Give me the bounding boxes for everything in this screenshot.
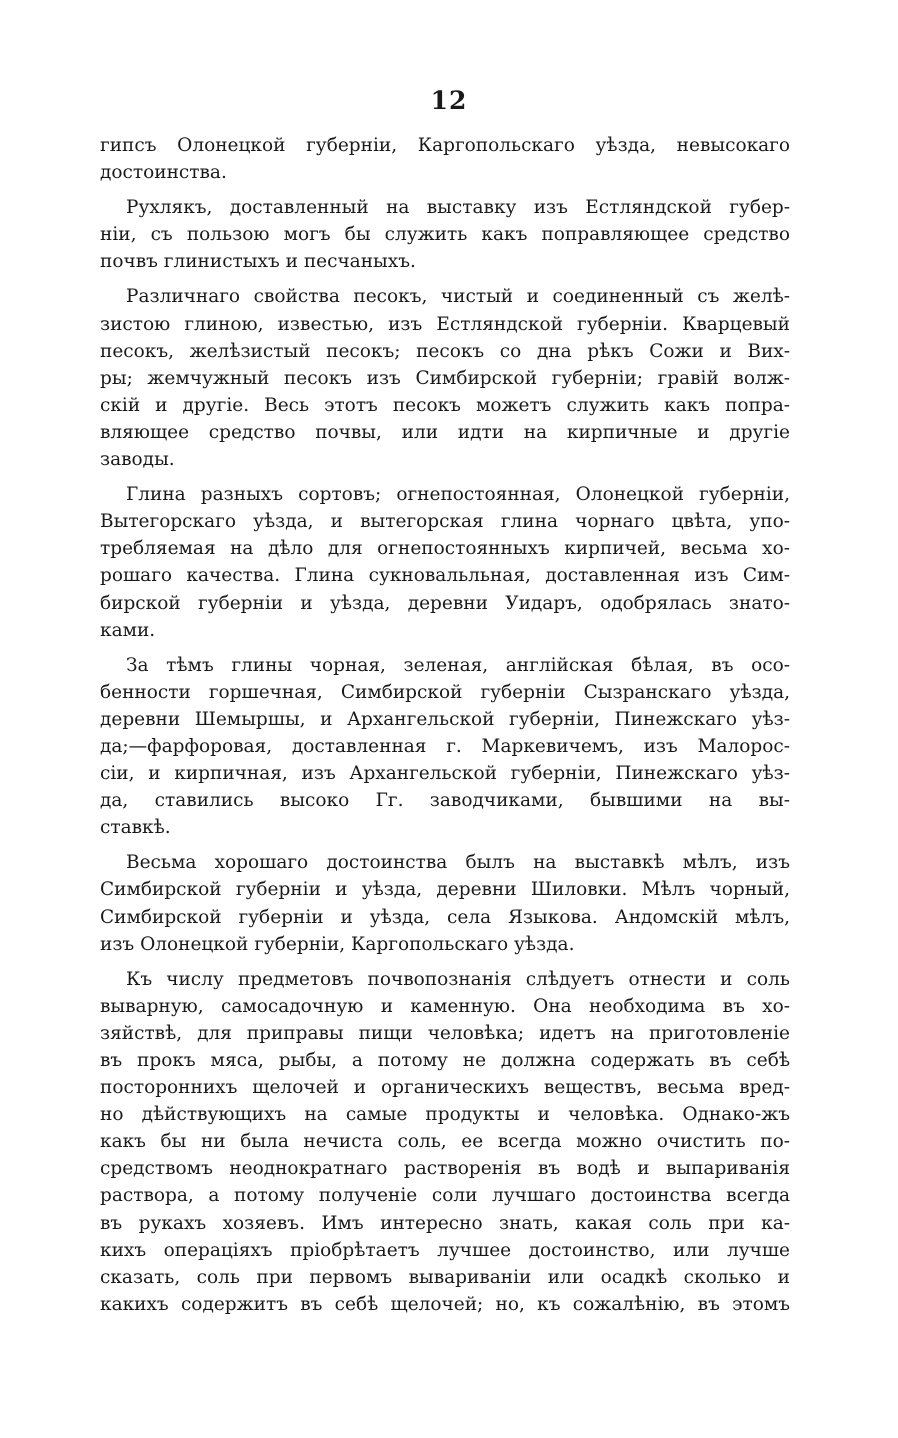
text-line: зяйствѣ, для приправы пищи человѣка; идетъ на приготовленіе — [100, 1022, 790, 1044]
text-line: но дѣйствующихъ на самые продукты и человѣка. Однако-жъ — [100, 1104, 790, 1126]
page-number: 12 — [430, 86, 468, 115]
text-line: средствомъ неоднократнаго растворенія въ водѣ и выпариванія — [100, 1158, 790, 1180]
text-line: Весьма хорошаго достоинства былъ на выставкѣ мѣлъ, изъ — [126, 852, 790, 874]
text-line: сказать, соль при первомъ вывариваніи или осадкѣ сколько и — [100, 1266, 790, 1288]
text-line: Глина разныхъ сортовъ; огнепостоянная, Олонецкой губерніи, — [126, 484, 790, 506]
text-line: какъ бы ни была нечиста соль, ее всегда можно очистить по- — [100, 1131, 790, 1153]
text-line: вляющее средство почвы, или идти на кирпичные и другіе — [100, 421, 790, 443]
text-line: изъ Олонецкой губерніи, Каргопольскаго уѣзда. — [100, 933, 575, 955]
text-line: заводы. — [100, 449, 175, 471]
text-line: ставкѣ. — [100, 817, 171, 839]
text-line: требляемая на дѣло для огнепостоянныхъ кирпичей, весьма хо- — [100, 538, 790, 560]
text-line: бенности горшечная, Симбирской губерніи Сызранскаго уѣзда, — [100, 681, 790, 703]
text-line: да;—фарфоровая, доставленная г. Маркевичемъ, изъ Малорос- — [100, 735, 790, 757]
text-line: Вытегорскаго уѣзда, и вытегорская глина чорнаго цвѣта, упо- — [100, 511, 790, 533]
text-line: бирской губерніи и уѣзда, деревни Уидаръ, одобрялась знато- — [100, 592, 790, 614]
text-line: сіи, и кирпичная, изъ Архангельской губерніи, Пинежскаго уѣз- — [100, 763, 790, 785]
text-line: гипсъ Олонецкой губерніи, Каргопольскаго уѣзда, невысокаго — [100, 135, 790, 156]
text-line: кихъ операціяхъ пріобрѣтаетъ лучшее достоинство, или лучше — [100, 1239, 790, 1261]
text-line: Различнаго свойства песокъ, чистый и соединенный съ желѣ- — [126, 286, 790, 308]
text-line: въ прокъ мяса, рыбы, а потому не должна содержать въ себѣ — [100, 1050, 790, 1071]
text-line: выварную, самосадочную и каменную. Она необходима въ хо- — [100, 995, 790, 1017]
text-line: Къ числу предметовъ почвопознанія слѣдуетъ отнести и соль — [126, 968, 790, 990]
text-line: какихъ содержитъ въ себѣ щелочей; но, къ сожалѣнію, въ этомъ — [100, 1293, 790, 1315]
text-line: ры; жемчужный песокъ изъ Симбирской губерніи; гравій волж- — [100, 367, 790, 389]
text-line: Симбирской губерніи и уѣзда, села Языкова. Андомскій мѣлъ, — [100, 906, 790, 928]
text-line: скій и другіе. Весь этотъ песокъ можетъ служить какъ попра- — [100, 394, 790, 416]
text-line: достоинства. — [100, 162, 227, 184]
text-line: зистою глиною, известью, изъ Естляндской губерніи. Кварцевый — [100, 313, 790, 335]
text-line: песокъ, желѣзистый песокъ; песокъ со дна рѣкъ Сожи и Вих- — [100, 340, 790, 362]
text-line: почвъ глинистыхъ и песчаныхъ. — [100, 251, 416, 273]
text-line: рошаго качества. Глина сукновальльная, доставленная изъ Сим- — [100, 565, 790, 587]
text-line: да, ставились высоко Гг. заводчиками, бывшими на вы- — [100, 790, 790, 812]
text-line: Рухлякъ, доставленный на выставку изъ Естляндской губер- — [126, 197, 790, 219]
body-text — [100, 132, 790, 1318]
text-line: въ рукахъ хозяевъ. Имъ интересно знать, какая соль при ка- — [100, 1212, 790, 1234]
text-line: постороннихъ щелочей и органическихъ веществъ, весьма вред- — [100, 1077, 790, 1099]
text-line: ніи, съ пользою могъ бы служить какъ поправляющее средство — [100, 224, 790, 246]
text-line: деревни Шемыршы, и Архангельской губерніи, Пинежскаго уѣз- — [100, 708, 790, 730]
text-line: За тѣмъ глины чорная, зеленая, англійская бѣлая, въ осо- — [126, 654, 790, 676]
text-line: Симбирской губерніи и уѣзда, деревни Шиловки. Мѣлъ чорный, — [100, 879, 790, 901]
text-line: ками. — [100, 619, 156, 641]
text-line: раствора, а потому полученіе соли лучшаго достоинства всегда — [100, 1185, 790, 1207]
